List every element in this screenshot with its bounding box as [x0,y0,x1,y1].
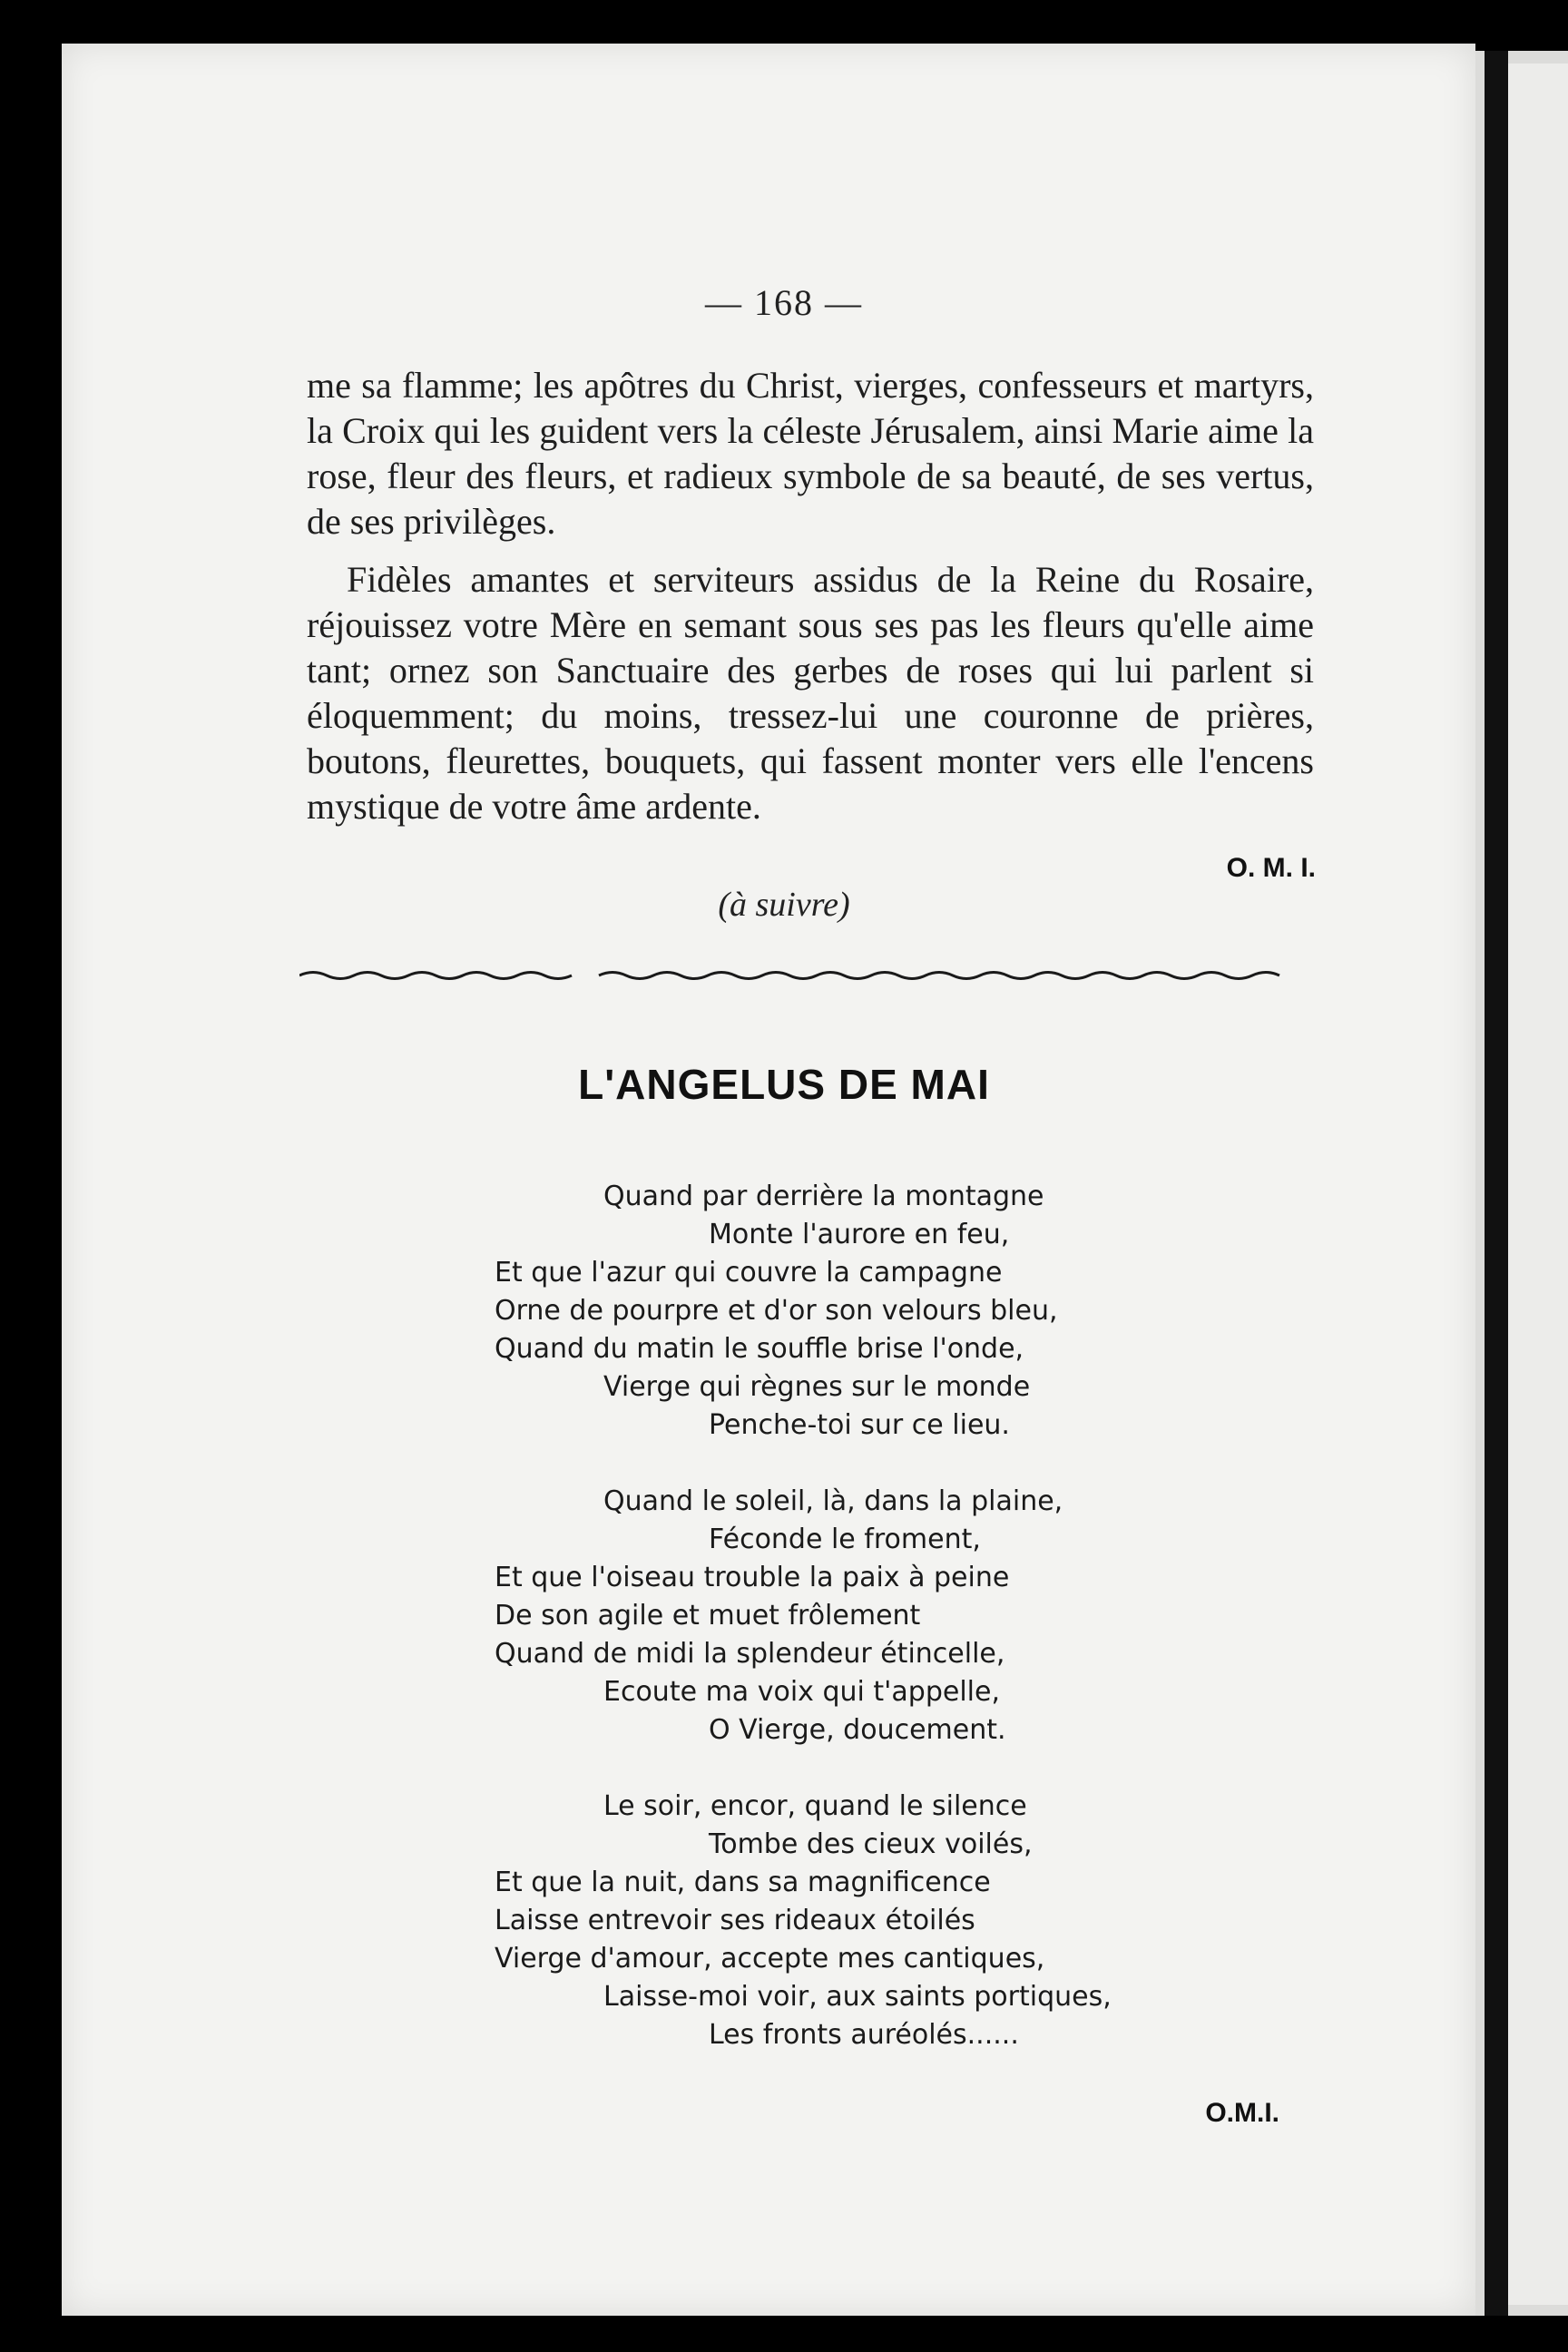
poem-stanza-1 [495,1178,1311,1445]
poem-line: Vierge d'amour, accepte mes cantiques, [495,1943,1045,1975]
poem-line: Quand le soleil, là, dans la plaine, [603,1485,1063,1517]
poem-line: Tombe des cieux voilés, [709,1828,1033,1860]
poem-signature: O.M.I. [1205,2098,1279,2128]
poem-line: Orne de pourpre et d'or son velours bleu, [495,1295,1058,1327]
adjacent-page-strip [1508,64,1568,2305]
poem-line: Vierge qui règnes sur le monde [603,1371,1031,1403]
prose-paragraph-2: Fidèles amantes et serviteurs assidus de la Reine du Rosaire, réjouissez votre Mère en semant sous ses pas les fleurs qu'elle aime tant; ornez son Sanctuaire des gerbes de roses qui lui parlent si éloquemment; du moins, tressez-lui une couronne de prières, boutons, fleurettes, bouquets, qui fassent monter vers elle l'encens mystique de votre âme ardente. [307,559,1314,827]
poem-stanza-3 [495,1788,1311,2054]
poem-line: Monte l'aurore en feu, [709,1219,1010,1250]
prose-text [307,363,1314,829]
poem-line: Penche-toi sur ce lieu. [709,1409,1010,1441]
poem-line: Le soir, encor, quand le silence [603,1790,1027,1822]
poem-line: Et que la nuit, dans sa magnificence [495,1867,991,1898]
poem-line: Quand par derrière la montagne [603,1181,1044,1212]
prose-paragraph-1: me sa flamme; les apôtres du Christ, vierges, confesseurs et martyrs, la Croix qui les guident vers la céleste Jérusalem, ainsi Marie aime la rose, fleur des fleurs, et radieux symbole de sa beauté, de ses vertus, de ses privilèges. [307,365,1314,542]
poem-line: Quand de midi la splendeur étincelle, [495,1638,1005,1670]
poem-line: O Vierge, doucement. [709,1714,1006,1746]
poem-line: Quand du matin le souffle brise l'onde, [495,1333,1024,1365]
divider-right-wave [599,973,1279,979]
poem-title: L'ANGELUS DE MAI [578,1061,990,1108]
article-signature: O. M. I. [1226,853,1316,883]
poem-line: Laisse-moi voir, aux saints portiques, [603,1981,1112,2013]
poem-body [495,1178,1311,2092]
divider-left-wave [299,973,572,979]
poem-line: Les fronts auréolés...... [709,2019,1019,2051]
poem-line: Et que l'azur qui couvre la campagne [495,1257,1003,1289]
poem-line: Féconde le froment, [709,1524,981,1555]
poem-line: Laisse entrevoir ses rideaux étoilés [495,1905,975,1936]
poem-line: De son agile et muet frôlement [495,1600,921,1632]
continued-note: (à suivre) [718,886,850,924]
poem-line: Et que l'oiseau trouble la paix à peine [495,1562,1010,1593]
poem-line: Ecoute ma voix qui t'appelle, [603,1676,1000,1708]
wavy-divider [299,962,1298,989]
page-gutter [1485,51,1508,2316]
poem-stanza-2 [495,1483,1311,1749]
page-number: — 168 — [705,282,863,323]
